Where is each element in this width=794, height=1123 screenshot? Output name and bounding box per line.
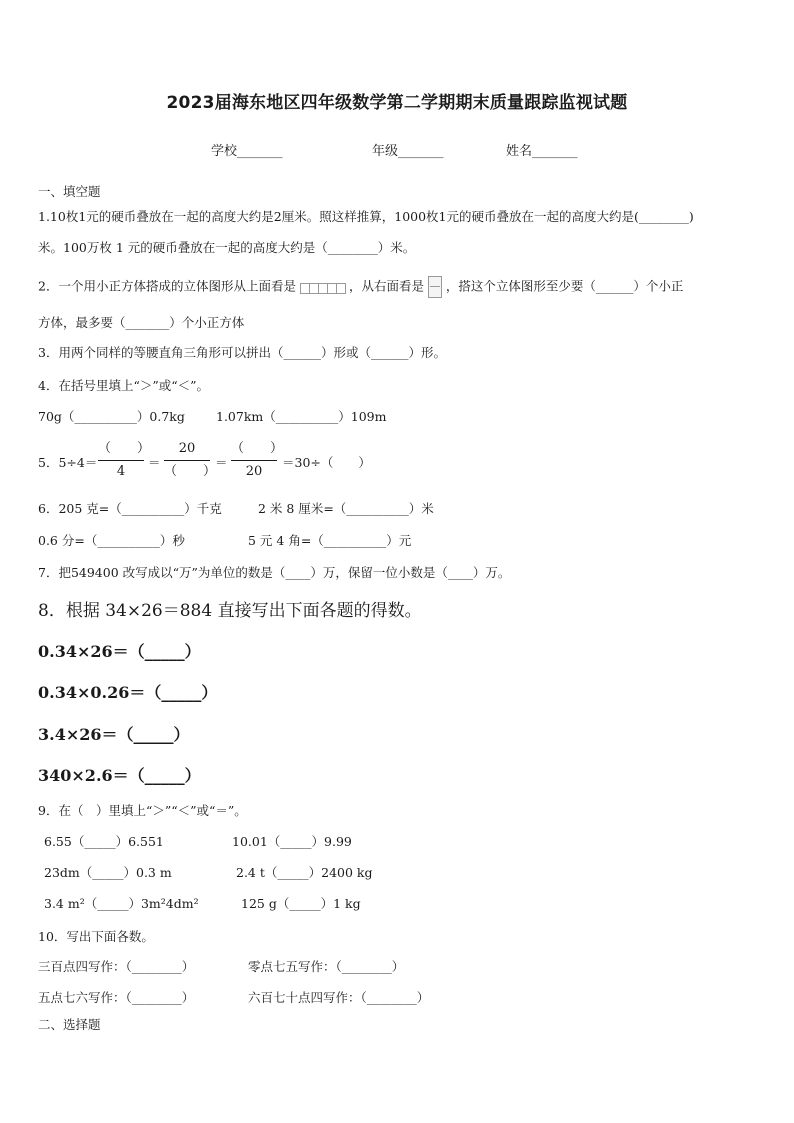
question-4-item-a: 70g（__________）0.7kg xyxy=(38,409,185,424)
question-9-item-f: 125 g（_____）1 kg xyxy=(241,896,361,911)
question-2-text-c: ，搭这个立体图形至少要（______）个小正 xyxy=(445,278,684,294)
fraction-3-denominator: 20 xyxy=(245,464,263,479)
question-2-line-2: 方体，最多要（_______）个小正方体 xyxy=(38,315,245,330)
fraction-2 xyxy=(164,440,217,481)
section-choice-heading: 二、选择题 xyxy=(38,1017,101,1032)
right-view-squares-icon xyxy=(428,276,442,298)
question-9-item-e: 3.4 m²（_____）3m²4dm² xyxy=(44,896,199,911)
question-9-item-d: 2.4 t（_____）2400 kg xyxy=(236,865,373,880)
question-5-prefix: 5．5÷4＝ xyxy=(38,455,98,470)
question-2-text-b: ，从右面看是 xyxy=(348,278,424,294)
question-10-item-b: 零点七五写作：（________） xyxy=(248,959,405,974)
question-4-stem: 4．在括号里填上“＞”或“＜”。 xyxy=(38,378,210,393)
fraction-1-denominator: 4 xyxy=(116,464,126,479)
question-5-suffix: ＝30÷（ ） xyxy=(282,455,371,470)
question-8-item-a: 0.34×26＝（_____） xyxy=(38,642,201,661)
fraction-3 xyxy=(231,440,284,481)
fraction-1-bar xyxy=(98,460,144,461)
name-field: 姓名_______ xyxy=(506,144,578,159)
question-8-item-b: 0.34×0.26＝（_____） xyxy=(38,683,218,702)
grade-field: 年级_______ xyxy=(372,144,444,159)
equals-sign-2: ＝ xyxy=(215,455,228,470)
page-title: 2023届海东地区四年级数学第二学期期末质量跟踪监视试题 xyxy=(166,93,628,113)
question-9-item-a: 6.55（_____）6.551 xyxy=(44,834,164,849)
question-10-item-c: 五点七六写作：（________） xyxy=(38,990,195,1005)
question-6-item-a: 6．205 克=（__________）千克 xyxy=(38,501,222,516)
question-1-line-1: 1.10枚1元的硬币叠放在一起的高度大约是2厘米。照这样推算，1000枚1元的硬币叠放在一起的高度大约是(________) xyxy=(38,209,694,224)
fraction-2-denominator: （ ） xyxy=(164,464,217,479)
equals-sign-1: ＝ xyxy=(148,455,161,470)
question-7: 7．把549400 改写成以“万”为单位的数是（____）万，保留一位小数是（____）万。 xyxy=(38,565,511,580)
top-view-squares-icon xyxy=(300,280,345,295)
fraction-1 xyxy=(98,440,151,481)
school-field: 学校_______ xyxy=(211,144,283,159)
question-6-item-d: 5 元 4 角=（__________）元 xyxy=(248,533,412,548)
question-10-item-d: 六百七十点四写作：（________） xyxy=(248,990,430,1005)
question-1-line-2: 米。100万枚 1 元的硬币叠放在一起的高度大约是（________）米。 xyxy=(38,240,416,255)
question-9-item-c: 23dm（_____）0.3 m xyxy=(44,865,172,880)
question-6-item-c: 0.6 分=（__________）秒 xyxy=(38,533,185,548)
question-9-item-b: 10.01（_____）9.99 xyxy=(232,834,352,849)
fraction-1-numerator: （ ） xyxy=(98,441,151,456)
question-6-item-b: 2 米 8 厘米=（__________）米 xyxy=(258,501,434,516)
question-8-stem: 8．根据 34×26＝884 直接写出下面各题的得数。 xyxy=(38,601,422,621)
question-4-item-b: 1.07km（__________）109m xyxy=(216,409,387,424)
fraction-2-bar xyxy=(164,460,210,461)
fraction-2-numerator: 20 xyxy=(178,441,196,456)
section-fill-in-heading: 一、填空题 xyxy=(38,184,101,199)
question-9-stem: 9．在（ ）里填上“＞”“＜”或“＝”。 xyxy=(38,803,247,818)
question-8-item-c: 3.4×26＝（_____） xyxy=(38,725,190,744)
question-2-line-1 xyxy=(38,276,683,298)
question-10-item-a: 三百点四写作：（________） xyxy=(38,959,195,974)
fraction-3-numerator: （ ） xyxy=(231,441,284,456)
question-2-text-a: 2．一个用小正方体搭成的立体图形从上面看是 xyxy=(38,278,296,294)
fraction-3-bar xyxy=(231,460,277,461)
question-8-item-d: 340×2.6＝（_____） xyxy=(38,766,201,785)
question-10-stem: 10．写出下面各数。 xyxy=(38,929,154,944)
question-3: 3．用两个同样的等腰直角三角形可以拼出（______）形或（______）形。 xyxy=(38,345,446,360)
